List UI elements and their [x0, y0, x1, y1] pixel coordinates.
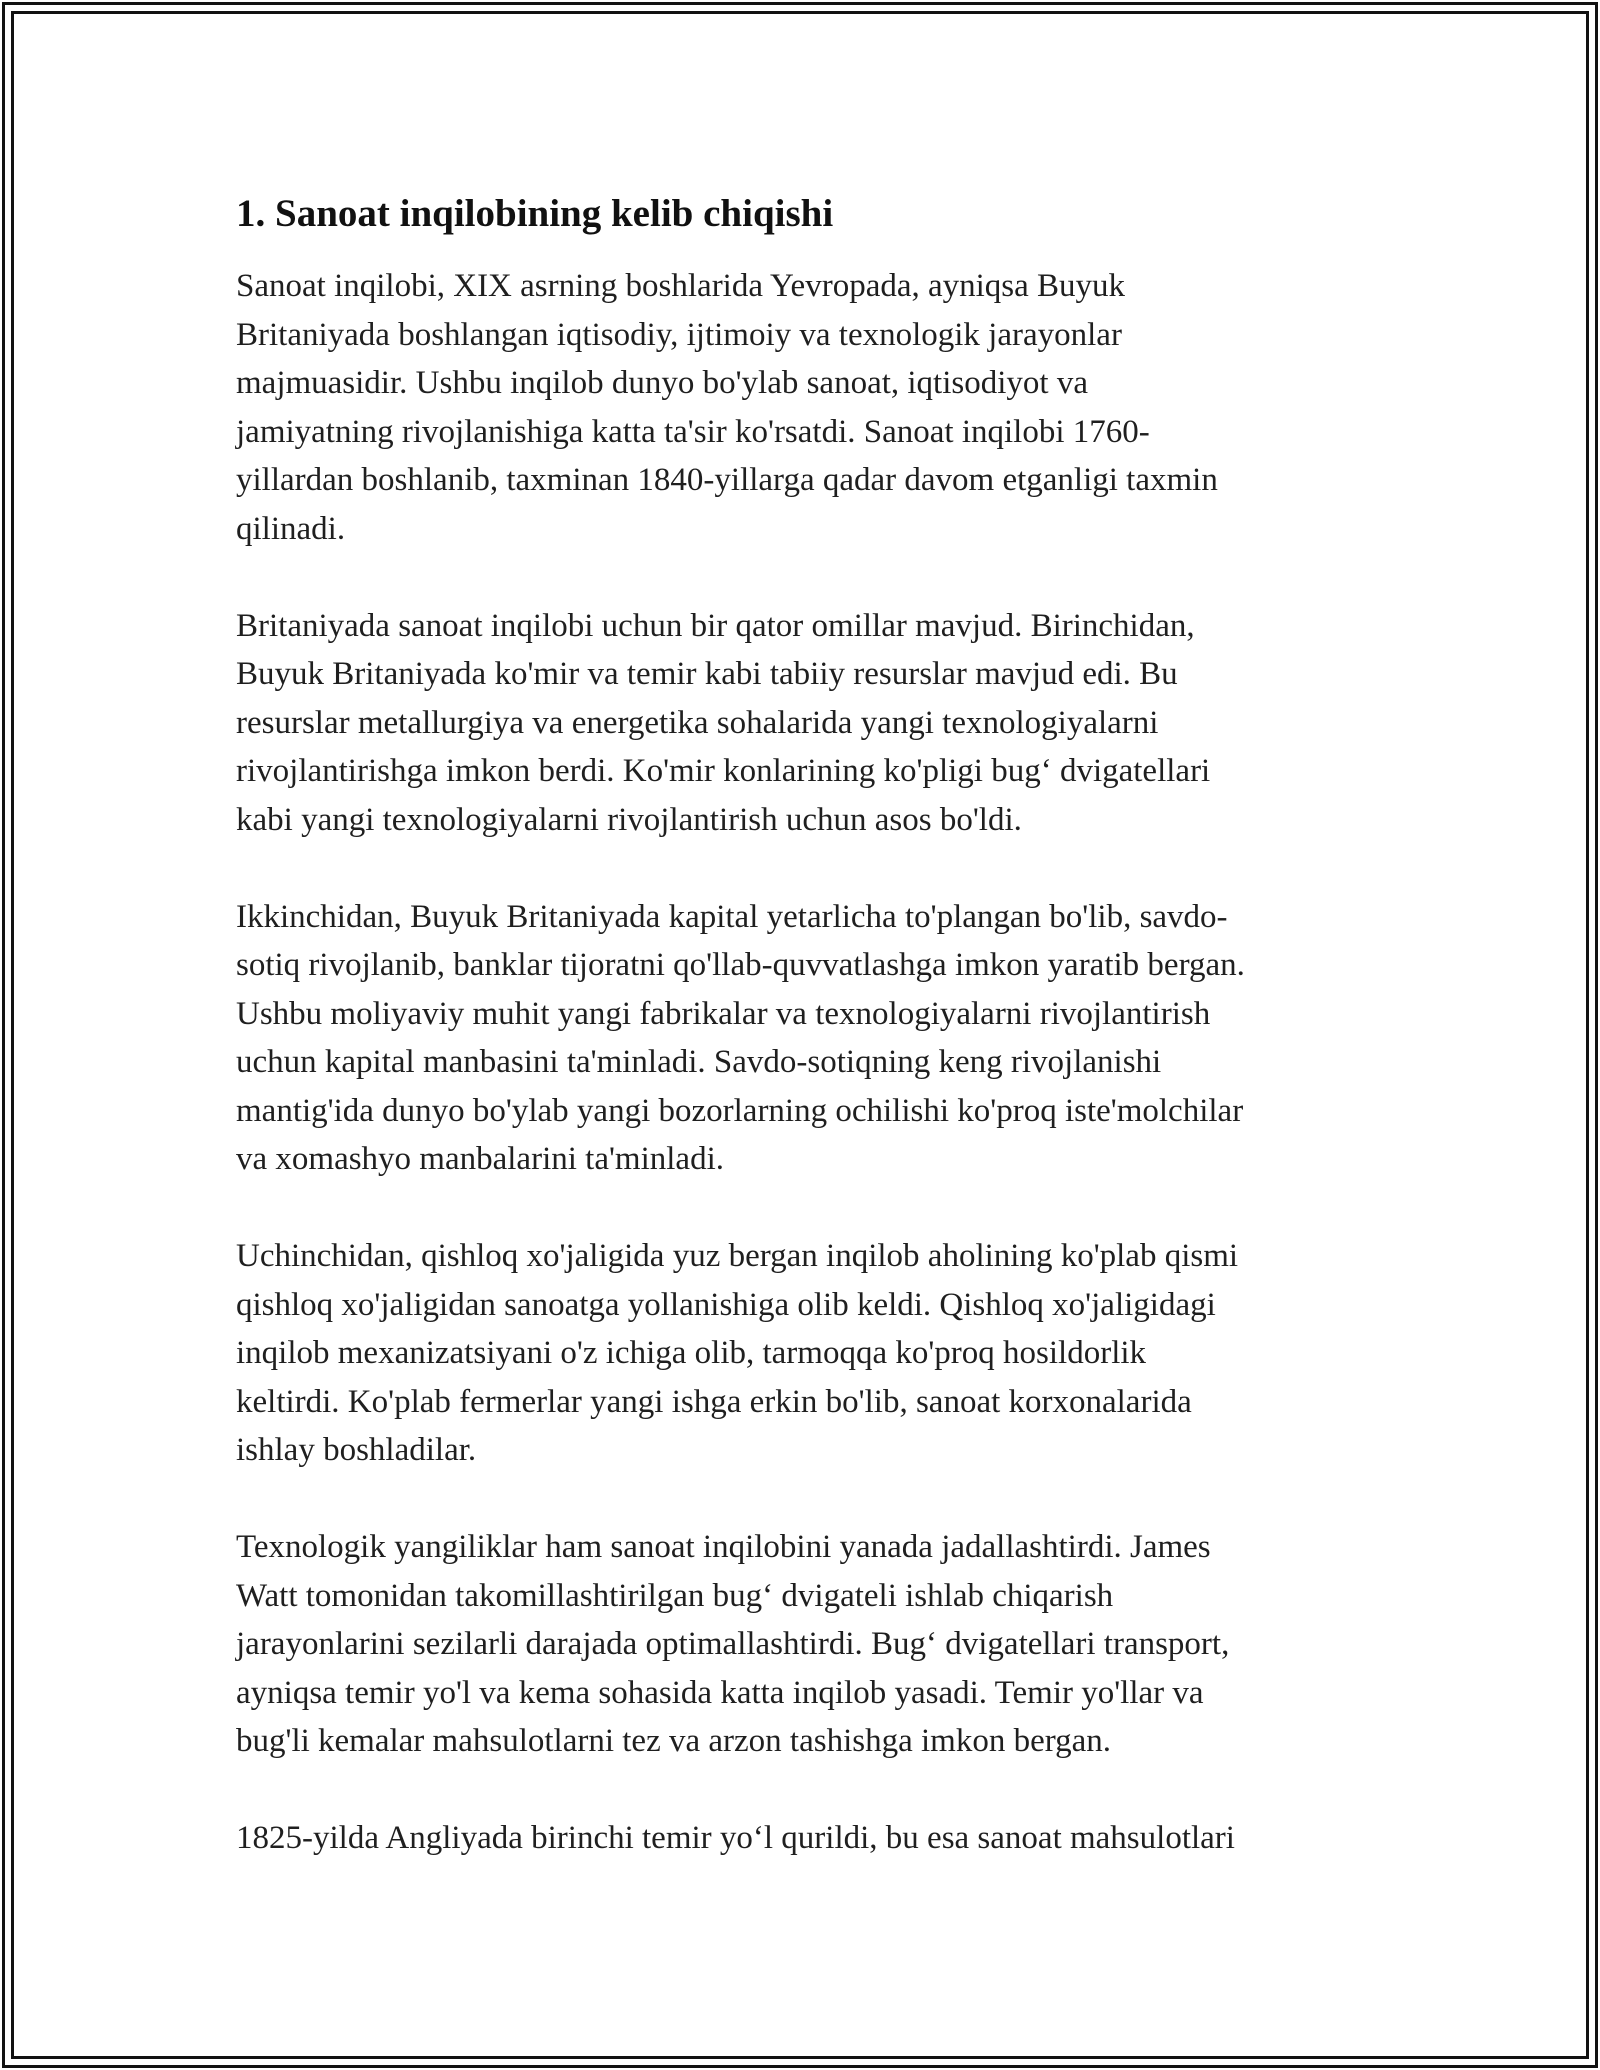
section-heading: 1. Sanoat inqilobining kelib chiqishi: [236, 192, 834, 235]
paragraph-6: 1825-yilda Angliyada birinchi temir yo‘l qurildi, bu esa sanoat mahsulotlari: [236, 1820, 1235, 1856]
paragraph-3: Ikkinchidan, Buyuk Britaniyada kapital yetarlicha to'plangan bo'lib, savdo- sotiq rivojlanib, banklar tijoratni qo'llab-quvvatlashga imkon yaratib bergan. Ushbu moliyaviy muhit yangi fabrikalar va texnologiyalarni rivojlantirish uchun kapital manbasini ta'minladi. Savdo-sotiqning keng rivojlanishi mantig'ida dunyo bo'ylab yangi bozorlarning ochilishi ko'proq iste'molchilar va xomashyo manbalarini ta'minladi.: [236, 898, 1245, 1177]
paragraph-1: Sanoat inqilobi, XIX asrning boshlarida Yevropada, ayniqsa Buyuk Britaniyada boshlangan iqtisodiy, ijtimoiy va texnologik jarayonlar majmuasidir. Ushbu inqilob dunyo bo'ylab sanoat, iqtisodiyot va jamiyatning rivojlanishiga katta ta'sir ko'rsatdi. Sanoat inqilobi 1760- yillardan boshlanib, taxminan 1840-yillarga qadar davom etganligi taxmin qilinadi.: [236, 268, 1218, 547]
paragraph-5: Texnologik yangiliklar ham sanoat inqilobini yanada jadallashtirdi. James Watt tomonidan takomillashtirilgan bug‘ dvigateli ishlab chiqarish jarayonlarini sezilarli darajada optimallashtirdi. Bug‘ dvigatellari transport, ayniqsa temir yo'l va kema sohasida katta inqilob yasadi. Temir yo'llar va bug'li kemalar mahsulotlarni tez va arzon tashishga imkon bergan.: [236, 1529, 1230, 1759]
document-body: [236, 186, 1366, 1911]
paragraph-4: Uchinchidan, qishloq xo'jaligida yuz bergan inqilob aholining ko'plab qismi qishloq xo'jaligidan sanoatga yollanishiga olib keldi. Qishloq xo'jaligidagi inqilob mexanizatsiyani o'z ichiga olib, tarmoqqa ko'proq hosildorlik keltirdi. Ko'plab fermerlar yangi ishga erkin bo'lib, sanoat korxonalarida ishlay boshladilar.: [236, 1238, 1239, 1468]
paragraph-2: Britaniyada sanoat inqilobi uchun bir qator omillar mavjud. Birinchidan, Buyuk Britaniyada ko'mir va temir kabi tabiiy resurslar mavjud edi. Bu resurslar metallurgiya va energetika sohalarida yangi texnologiyalarni rivojlantirishga imkon berdi. Ko'mir konlarining ko'pligi bug‘ dvigatellari kabi yangi texnologiyalarni rivojlantirish uchun asos bo'ldi.: [236, 607, 1211, 838]
